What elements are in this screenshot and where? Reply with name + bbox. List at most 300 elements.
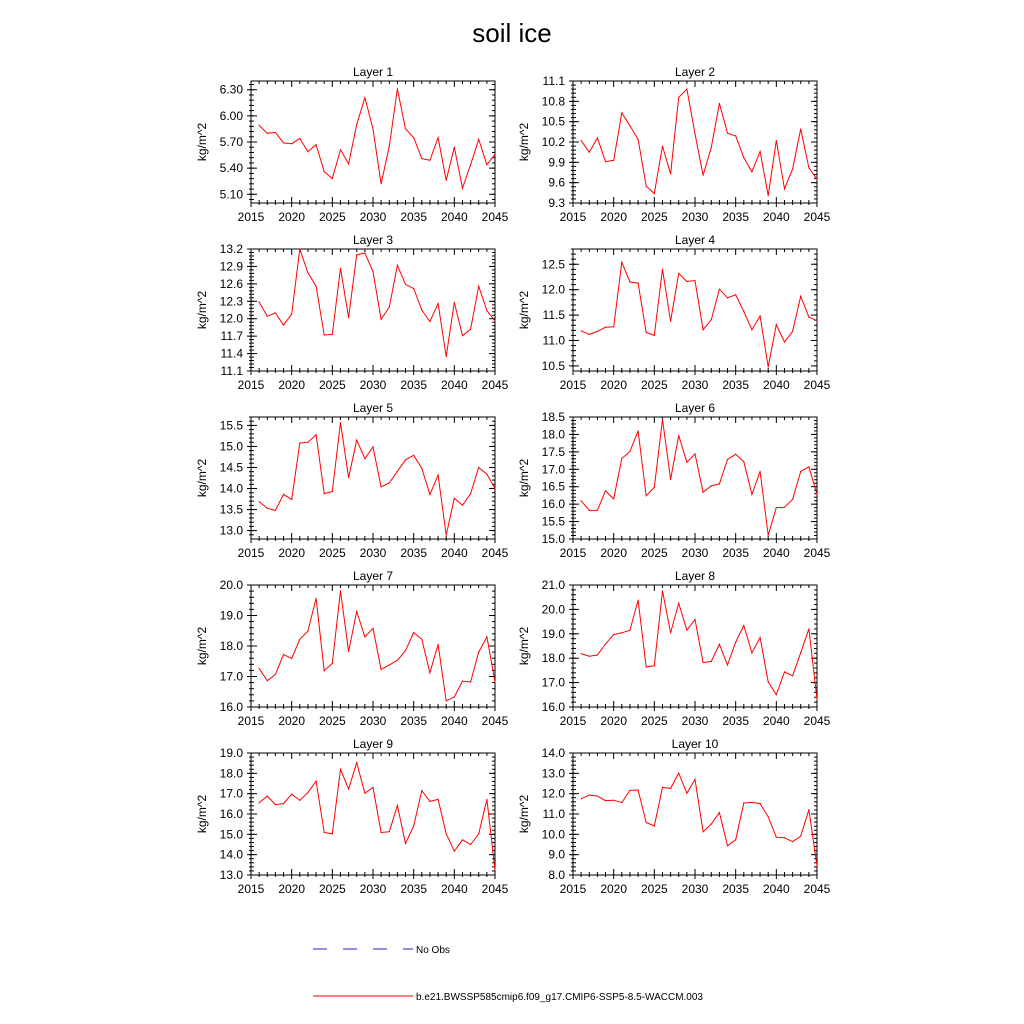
data-point (638, 600, 639, 601)
data-point (421, 158, 422, 159)
x-tick-label: 2030 (681, 714, 709, 728)
panel-layer-7 (195, 569, 509, 728)
y-tick-label: 9.3 (548, 196, 565, 210)
y-tick-label: 11.4 (220, 346, 243, 361)
data-point (316, 144, 317, 145)
data-point (454, 302, 455, 303)
data-point (397, 471, 398, 472)
panel-layer-8 (517, 569, 831, 728)
data-point (364, 97, 365, 98)
data-point (800, 652, 801, 653)
data-point (446, 180, 447, 181)
x-tick-label: 2045 (481, 210, 509, 224)
data-point (613, 498, 614, 499)
y-tick-label: 10.0 (541, 827, 565, 842)
data-point (267, 508, 268, 509)
y-tick-label: 21.0 (541, 578, 565, 592)
y-tick-label: 9.9 (548, 155, 565, 170)
data-point (283, 325, 284, 326)
data-point (703, 175, 704, 176)
panel-layer-6 (517, 401, 831, 560)
data-point (446, 356, 447, 357)
y-tick-label: 9.6 (548, 175, 565, 190)
data-point (743, 461, 744, 462)
data-point (259, 802, 260, 803)
x-tick-label: 2030 (359, 210, 387, 224)
y-tick-label: 17.0 (219, 786, 243, 801)
panels-group (195, 65, 831, 896)
data-point (372, 628, 373, 629)
data-point (413, 825, 414, 826)
data-point (743, 802, 744, 803)
panel-title: Layer 1 (352, 65, 394, 79)
y-tick-label: 12.9 (219, 259, 243, 274)
data-point (405, 650, 406, 651)
data-point (494, 320, 495, 321)
data-point (760, 637, 761, 638)
data-point (429, 160, 430, 161)
data-point (299, 443, 300, 444)
data-point (307, 792, 308, 793)
data-point (364, 793, 365, 794)
x-tick-label: 2040 (440, 378, 468, 392)
data-point (760, 803, 761, 804)
data-point (283, 142, 284, 143)
x-tick-label: 2030 (359, 546, 387, 560)
data-point (816, 179, 817, 180)
data-point (694, 133, 695, 134)
x-tick-label: 2015 (559, 546, 587, 560)
y-tick-label: 9.0 (548, 847, 565, 862)
y-tick-label: 20.0 (541, 602, 565, 617)
y-axis-label: kg/m^2 (195, 458, 209, 498)
data-point (662, 146, 663, 147)
y-tick-label: 17.0 (541, 462, 565, 477)
data-point (462, 505, 463, 506)
series-line (581, 419, 817, 535)
y-tick-label: 11.1 (220, 364, 243, 378)
data-point (743, 157, 744, 158)
y-axis-label: kg/m^2 (517, 290, 531, 330)
x-tick-label: 2040 (762, 882, 790, 896)
data-point (356, 440, 357, 441)
data-point (670, 788, 671, 789)
x-tick-label: 2020 (278, 714, 306, 728)
x-tick-label: 2045 (803, 210, 831, 224)
x-tick-label: 2015 (559, 714, 587, 728)
data-point (486, 164, 487, 165)
data-point (694, 779, 695, 780)
data-point (340, 149, 341, 150)
data-point (760, 316, 761, 317)
series-line (581, 262, 817, 367)
plot-frame (573, 417, 817, 539)
data-point (307, 151, 308, 152)
x-tick-label: 2035 (722, 714, 750, 728)
data-point (711, 823, 712, 824)
data-point (332, 491, 333, 492)
data-point (800, 836, 801, 837)
data-point (438, 644, 439, 645)
panel-layer-3 (195, 233, 509, 392)
data-point (776, 694, 777, 695)
data-point (613, 160, 614, 161)
panel-title: Layer 8 (674, 569, 716, 583)
panel-title: Layer 4 (674, 233, 716, 247)
y-axis-label: kg/m^2 (195, 122, 209, 162)
data-point (638, 283, 639, 284)
data-point (283, 494, 284, 495)
data-point (613, 326, 614, 327)
data-point (470, 493, 471, 494)
x-tick-label: 2045 (803, 546, 831, 560)
y-tick-label: 10.5 (541, 358, 565, 373)
data-point (662, 269, 663, 270)
y-tick-label: 14.0 (219, 481, 243, 496)
y-tick-label: 15.5 (219, 418, 243, 433)
data-point (670, 173, 671, 174)
data-point (662, 590, 663, 591)
series-line (259, 89, 495, 188)
y-tick-label: 15.0 (219, 439, 243, 454)
data-point (316, 781, 317, 782)
data-point (454, 851, 455, 852)
data-point (438, 799, 439, 800)
data-point (605, 161, 606, 162)
data-point (381, 832, 382, 833)
data-point (446, 700, 447, 701)
data-point (389, 664, 390, 665)
y-tick-label: 16.0 (219, 700, 243, 714)
data-point (299, 800, 300, 801)
legend-label: No Obs (416, 945, 450, 956)
plot-frame (251, 753, 495, 875)
data-point (694, 453, 695, 454)
data-point (678, 97, 679, 98)
data-point (646, 495, 647, 496)
data-point (364, 636, 365, 637)
plot-frame (251, 81, 495, 203)
x-tick-label: 2040 (440, 210, 468, 224)
data-point (792, 841, 793, 842)
data-point (703, 831, 704, 832)
data-point (581, 798, 582, 799)
data-point (307, 272, 308, 273)
data-point (478, 139, 479, 140)
data-point (421, 468, 422, 469)
data-point (275, 132, 276, 133)
data-point (462, 188, 463, 189)
data-point (372, 128, 373, 129)
data-point (629, 125, 630, 126)
data-point (340, 590, 341, 591)
series-line (581, 591, 817, 700)
data-point (792, 675, 793, 676)
data-point (768, 195, 769, 196)
x-tick-label: 2015 (559, 378, 587, 392)
data-point (808, 167, 809, 168)
y-tick-label: 13.0 (219, 868, 243, 882)
x-tick-label: 2020 (278, 546, 306, 560)
data-point (291, 314, 292, 315)
data-point (768, 366, 769, 367)
data-point (597, 796, 598, 797)
x-tick-label: 2025 (318, 882, 346, 896)
x-tick-label: 2020 (600, 210, 628, 224)
data-point (816, 494, 817, 495)
data-point (413, 288, 414, 289)
x-tick-label: 2035 (400, 882, 428, 896)
data-point (494, 488, 495, 489)
data-point (776, 837, 777, 838)
data-point (275, 674, 276, 675)
x-tick-label: 2015 (237, 210, 265, 224)
y-tick-label: 13.2 (219, 242, 243, 256)
data-point (670, 321, 671, 322)
y-tick-label: 16.0 (541, 700, 565, 714)
data-point (413, 137, 414, 138)
data-point (735, 454, 736, 455)
x-tick-label: 2030 (359, 714, 387, 728)
x-tick-label: 2015 (559, 210, 587, 224)
data-point (589, 795, 590, 796)
data-point (397, 265, 398, 266)
data-point (792, 499, 793, 500)
y-tick-label: 15.0 (541, 532, 565, 546)
data-point (470, 164, 471, 165)
data-point (711, 319, 712, 320)
data-point (381, 486, 382, 487)
data-point (356, 124, 357, 125)
x-tick-label: 2025 (640, 714, 668, 728)
data-point (413, 632, 414, 633)
series-line (259, 591, 495, 701)
data-point (259, 301, 260, 302)
data-point (364, 458, 365, 459)
data-point (678, 603, 679, 604)
legend-label: b.e21.BWSSP585cmip6.f09_g17.CMIP6-SSP5-8.5-WACCM.003 (416, 992, 703, 1003)
data-point (589, 656, 590, 657)
data-point (638, 430, 639, 431)
data-point (581, 653, 582, 654)
data-point (405, 843, 406, 844)
y-tick-label: 19.0 (541, 626, 565, 641)
x-tick-label: 2020 (600, 546, 628, 560)
x-tick-label: 2040 (762, 210, 790, 224)
y-tick-label: 20.0 (219, 578, 243, 592)
data-point (727, 845, 728, 846)
x-tick-label: 2045 (481, 378, 509, 392)
x-tick-label: 2015 (559, 882, 587, 896)
data-point (760, 151, 761, 152)
data-point (776, 324, 777, 325)
data-point (454, 147, 455, 148)
data-point (291, 143, 292, 144)
x-tick-label: 2015 (237, 378, 265, 392)
data-point (332, 663, 333, 664)
data-point (711, 485, 712, 486)
y-tick-label: 15.0 (219, 827, 243, 842)
data-point (703, 662, 704, 663)
y-tick-label: 15.5 (541, 514, 565, 529)
data-point (381, 183, 382, 184)
panel-layer-5 (195, 401, 509, 560)
data-point (397, 660, 398, 661)
data-point (719, 289, 720, 290)
data-point (629, 790, 630, 791)
data-point (784, 837, 785, 838)
data-point (589, 152, 590, 153)
panel-layer-10 (517, 737, 831, 896)
data-point (470, 844, 471, 845)
data-point (784, 188, 785, 189)
data-point (686, 630, 687, 631)
plot-frame (573, 249, 817, 371)
data-point (613, 634, 614, 635)
data-point (760, 471, 761, 472)
data-point (686, 793, 687, 794)
data-point (324, 832, 325, 833)
data-point (703, 329, 704, 330)
data-point (776, 507, 777, 508)
x-tick-label: 2015 (237, 882, 265, 896)
data-point (597, 654, 598, 655)
data-point (275, 312, 276, 313)
x-tick-label: 2035 (722, 210, 750, 224)
data-point (694, 619, 695, 620)
y-tick-label: 5.40 (219, 161, 243, 176)
data-point (589, 334, 590, 335)
panel-title: Layer 6 (674, 401, 716, 415)
plot-frame (573, 81, 817, 203)
data-point (646, 332, 647, 333)
data-point (581, 140, 582, 141)
data-point (316, 598, 317, 599)
y-tick-label: 16.5 (541, 479, 565, 494)
x-tick-label: 2035 (722, 882, 750, 896)
data-point (486, 474, 487, 475)
x-tick-label: 2035 (400, 210, 428, 224)
x-tick-label: 2035 (722, 378, 750, 392)
data-point (581, 330, 582, 331)
data-point (405, 128, 406, 129)
data-point (629, 451, 630, 452)
panel-layer-9 (195, 737, 509, 896)
y-tick-label: 10.8 (541, 94, 565, 109)
data-point (800, 471, 801, 472)
y-tick-label: 11.0 (542, 807, 565, 821)
y-tick-label: 17.5 (541, 444, 565, 459)
data-point (486, 310, 487, 311)
x-tick-label: 2030 (681, 882, 709, 896)
data-point (735, 839, 736, 840)
x-tick-label: 2040 (762, 378, 790, 392)
panel-title: Layer 3 (352, 233, 394, 247)
data-point (751, 802, 752, 803)
data-point (299, 248, 300, 249)
data-point (670, 479, 671, 480)
data-point (589, 510, 590, 511)
data-point (291, 658, 292, 659)
data-point (792, 331, 793, 332)
data-point (494, 681, 495, 682)
series-line (259, 423, 495, 536)
y-tick-label: 16.0 (541, 497, 565, 512)
data-point (356, 611, 357, 612)
data-point (429, 321, 430, 322)
data-point (776, 140, 777, 141)
y-tick-label: 12.0 (541, 786, 565, 801)
x-tick-label: 2045 (481, 882, 509, 896)
data-point (816, 699, 817, 700)
data-point (494, 154, 495, 155)
data-point (686, 281, 687, 282)
data-point (348, 317, 349, 318)
data-point (307, 631, 308, 632)
data-point (324, 171, 325, 172)
x-tick-label: 2045 (803, 882, 831, 896)
data-point (372, 446, 373, 447)
data-point (299, 138, 300, 139)
data-point (646, 666, 647, 667)
y-tick-label: 8.0 (548, 868, 565, 882)
data-point (816, 865, 817, 866)
data-point (454, 696, 455, 697)
data-point (259, 668, 260, 669)
y-tick-label: 14.5 (219, 460, 243, 475)
y-tick-label: 6.30 (219, 82, 243, 97)
data-point (711, 661, 712, 662)
data-point (605, 490, 606, 491)
y-tick-label: 16.0 (219, 807, 243, 821)
data-point (275, 510, 276, 511)
data-point (719, 812, 720, 813)
data-point (405, 459, 406, 460)
data-point (324, 493, 325, 494)
x-tick-label: 2025 (640, 210, 668, 224)
data-point (429, 672, 430, 673)
plot-frame (573, 753, 817, 875)
y-tick-label: 19.0 (219, 746, 243, 760)
plot-frame (251, 417, 495, 539)
x-tick-label: 2035 (400, 546, 428, 560)
data-point (462, 681, 463, 682)
data-point (389, 307, 390, 308)
y-tick-label: 17.0 (219, 669, 243, 684)
panel-title: Layer 9 (352, 737, 394, 751)
data-point (429, 494, 430, 495)
data-point (259, 501, 260, 502)
data-point (678, 773, 679, 774)
data-point (470, 681, 471, 682)
data-point (751, 329, 752, 330)
panel-layer-2 (517, 65, 831, 224)
series-line (581, 773, 817, 866)
data-point (478, 833, 479, 834)
x-tick-label: 2030 (359, 378, 387, 392)
data-point (356, 254, 357, 255)
data-point (613, 800, 614, 801)
data-point (629, 630, 630, 631)
data-point (438, 137, 439, 138)
y-tick-label: 14.0 (219, 847, 243, 862)
panel-title: Layer 5 (352, 401, 394, 415)
y-tick-label: 19.0 (219, 608, 243, 623)
data-point (299, 639, 300, 640)
data-point (703, 492, 704, 493)
y-tick-label: 11.5 (542, 308, 565, 323)
data-point (478, 286, 479, 287)
